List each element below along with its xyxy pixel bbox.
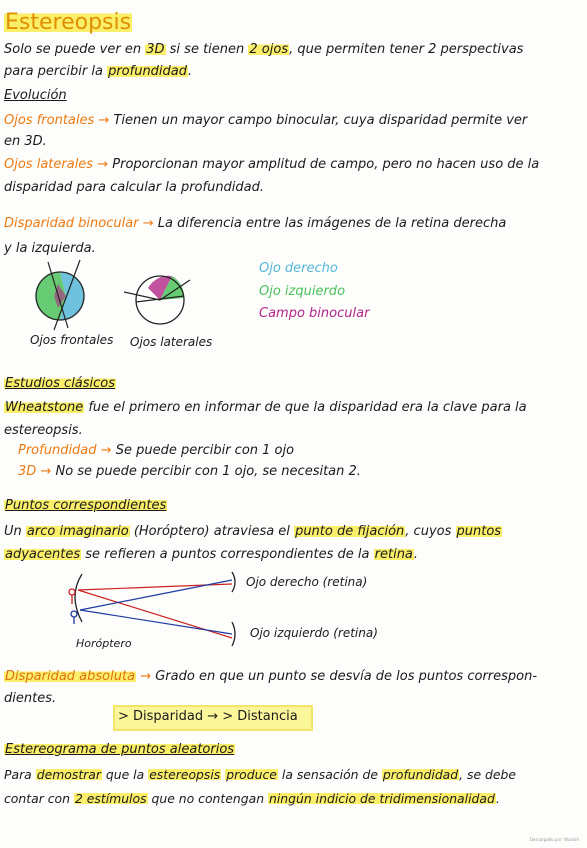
legend-ojo-derecho: Ojo derecho: [259, 261, 338, 276]
page-title: Estereopsis: [5, 10, 132, 35]
heading-estereograma: Estereograma de puntos aleatorios: [5, 742, 235, 757]
caption-laterales: Ojos laterales: [130, 335, 213, 349]
estudios-line-2: estereopsis.: [4, 423, 83, 438]
heading-estudios: Estudios clásicos: [5, 376, 116, 391]
caption-frontales: Ojos frontales: [30, 333, 114, 347]
watermark: Descargado por: Wuolah: [529, 837, 579, 842]
heading-puntos: Puntos correspondientes: [5, 498, 167, 513]
horoptero-label: Horóptero: [76, 637, 132, 650]
disparidad-line-1: Disparidad binocular → La diferencia entre las imágenes de la retina derecha: [4, 216, 507, 231]
frontales-line-2: en 3D.: [4, 134, 47, 149]
legend-ojo-izquierdo: Ojo izquierdo: [259, 284, 346, 299]
laterales-line-2: disparidad para calcular la profundidad.: [4, 180, 265, 195]
frontales-line-1: Ojos frontales → Tienen un mayor campo binocular, cuya disparidad permite ver: [4, 113, 528, 128]
intro-line-2: para percibir la profundidad.: [4, 64, 193, 79]
absoluta-line-2: dientes.: [4, 691, 57, 706]
heading-evolucion: Evolución: [4, 88, 67, 103]
estudios-line-1: Wheatstone fue el primero en informar de que la disparidad era la clave para la: [5, 400, 527, 415]
3d-line: 3D → No se puede percibir con 1 ojo, se necesitan 2.: [18, 464, 361, 479]
intro-line-1: Solo se puede ver en 3D si se tienen 2 ojos, que permiten tener 2 perspectivas: [4, 42, 524, 57]
ojo-izquierdo-retina-label: Ojo izquierdo (retina): [250, 626, 378, 640]
legend-campo-binocular: Campo binocular: [259, 306, 370, 321]
estereograma-line-1: Para demostrar que la estereopsis produce la sensación de profundidad, se debe: [4, 767, 517, 782]
profundidad-line: Profundidad → Se puede percibir con 1 ojo: [18, 443, 295, 458]
disparidad-distancia-text: > Disparidad → > Distancia: [118, 709, 298, 724]
disparidad-line-2: y la izquierda.: [4, 241, 96, 256]
lateral-eye-drawing: [124, 276, 190, 324]
estereograma-line-2: contar con 2 estímulos que no contengan ningún indicio de tridimensionalidad.: [4, 791, 500, 806]
puntos-line-1: Un arco imaginario (Horóptero) atraviesa el punto de fijación, cuyos puntos: [4, 524, 502, 539]
ojo-derecho-retina-label: Ojo derecho (retina): [246, 575, 368, 589]
frontal-eye-drawing: [36, 260, 84, 330]
absoluta-line-1: Disparidad absoluta → Grado en que un punto se desvía de los puntos correspon-: [5, 669, 538, 684]
puntos-line-2: adyacentes se refieren a puntos correspondientes de la retina.: [5, 547, 419, 562]
laterales-line-1: Ojos laterales → Proporcionan mayor amplitud de campo, pero no hacen uso de la: [4, 157, 540, 172]
